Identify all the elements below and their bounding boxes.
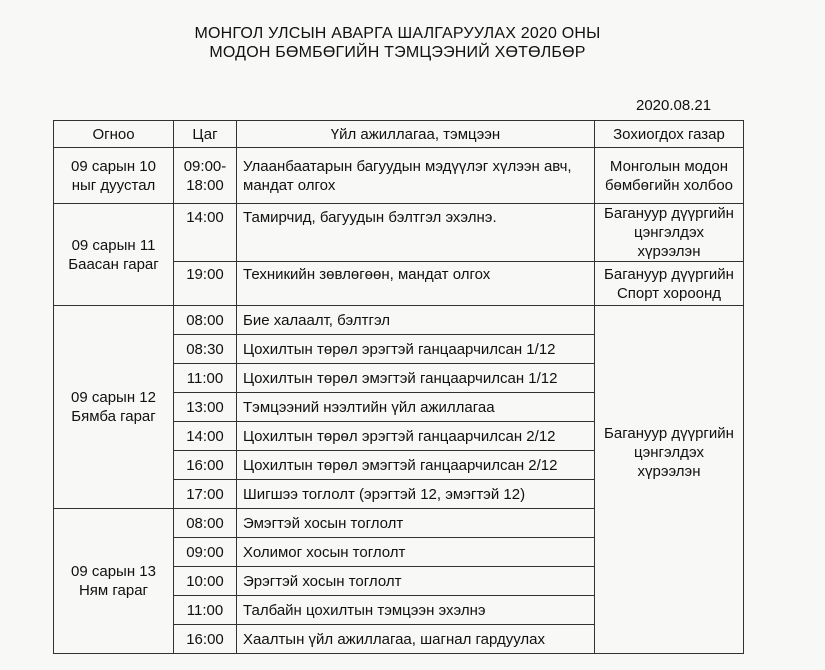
time-cell: 16:00: [174, 451, 237, 480]
activity-cell: Улаанбаатарын багуудын мэдүүлэг хүлээн авч, мандат олгох: [237, 148, 595, 204]
time-cell: 17:00: [174, 480, 237, 509]
location-cell: Багануур дүүргийн Спорт хороонд: [595, 262, 744, 306]
activity-cell: Бие халаалт, бэлтгэл: [237, 306, 595, 335]
activity-cell: Цохилтын төрөл эрэгтэй ганцаарчилсан 1/12: [237, 335, 595, 364]
activity-cell: Эрэгтэй хосын тоглолт: [237, 567, 595, 596]
activity-cell: Техникийн зөвлөгөөн, мандат олгох: [237, 262, 595, 306]
document-title-line-1: МОНГОЛ УЛСЫН АВАРГА ШАЛГАРУУЛАХ 2020 ОНЫ: [194, 25, 601, 42]
header-time: Цаг: [174, 121, 237, 148]
activity-cell: Цохилтын төрөл эмэгтэй ганцаарчилсан 1/12: [237, 364, 595, 393]
time-cell: 09:00: [174, 538, 237, 567]
time-cell: 13:00: [174, 393, 237, 422]
location-cell: Монголын модон бөмбөгийн холбоо: [595, 148, 744, 204]
table-header-row: [54, 121, 744, 148]
header-location: Зохиогдох газар: [595, 121, 744, 148]
table-row: [54, 204, 744, 262]
activity-cell: Цохилтын төрөл эмэгтэй ганцаарчилсан 2/12: [237, 451, 595, 480]
header-date: Огноо: [54, 121, 174, 148]
time-cell: 19:00: [174, 262, 237, 306]
day-date-cell: 09 сарын 11 Баасан гараг: [54, 204, 174, 306]
activity-cell: Тамирчид, багуудын бэлтгэл эхэлнэ.: [237, 204, 595, 262]
activity-cell: Хаалтын үйл ажиллагаа, шагнал гардуулах: [237, 625, 595, 654]
activity-cell: Цохилтын төрөл эрэгтэй ганцаарчилсан 2/12: [237, 422, 595, 451]
table-row: [54, 148, 744, 204]
activity-cell: Эмэгтэй хосын тоглолт: [237, 509, 595, 538]
location-cell: Багануур дүүргийн цэнгэлдэх хүрээлэн: [595, 204, 744, 262]
document-title-line-2: МОДОН БӨМБӨГИЙН ТЭМЦЭЭНИЙ ХӨТӨЛБӨР: [209, 44, 586, 61]
activity-cell: Тэмцээний нээлтийн үйл ажиллагаа: [237, 393, 595, 422]
time-cell: 11:00: [174, 596, 237, 625]
table-row: [54, 306, 744, 335]
activity-cell: Холимог хосын тоглолт: [237, 538, 595, 567]
activity-cell: Талбайн цохилтын тэмцээн эхэлнэ: [237, 596, 595, 625]
time-cell: 14:00: [174, 204, 237, 262]
time-cell: 10:00: [174, 567, 237, 596]
time-cell: 16:00: [174, 625, 237, 654]
time-cell: 08:00: [174, 509, 237, 538]
merged-location-cell: Багануур дүүргийн цэнгэлдэх хүрээлэн: [595, 306, 744, 654]
day-date-cell: 09 сарын 12 Бямба гараг: [54, 306, 174, 509]
time-cell: 14:00: [174, 422, 237, 451]
day-date-cell: 09 сарын 10 ныг дуустал: [54, 148, 174, 204]
time-cell: 08:00: [174, 306, 237, 335]
document-date: 2020.08.21: [636, 97, 712, 114]
day-date-cell: 09 сарын 13 Ням гараг: [54, 509, 174, 654]
time-cell: 11:00: [174, 364, 237, 393]
activity-cell: Шигшээ тоглолт (эрэгтэй 12, эмэгтэй 12): [237, 480, 595, 509]
header-activity: Үйл ажиллагаа, тэмцээн: [237, 121, 595, 148]
schedule-table: [53, 120, 744, 654]
time-cell: 09:00-18:00: [174, 148, 237, 204]
time-cell: 08:30: [174, 335, 237, 364]
